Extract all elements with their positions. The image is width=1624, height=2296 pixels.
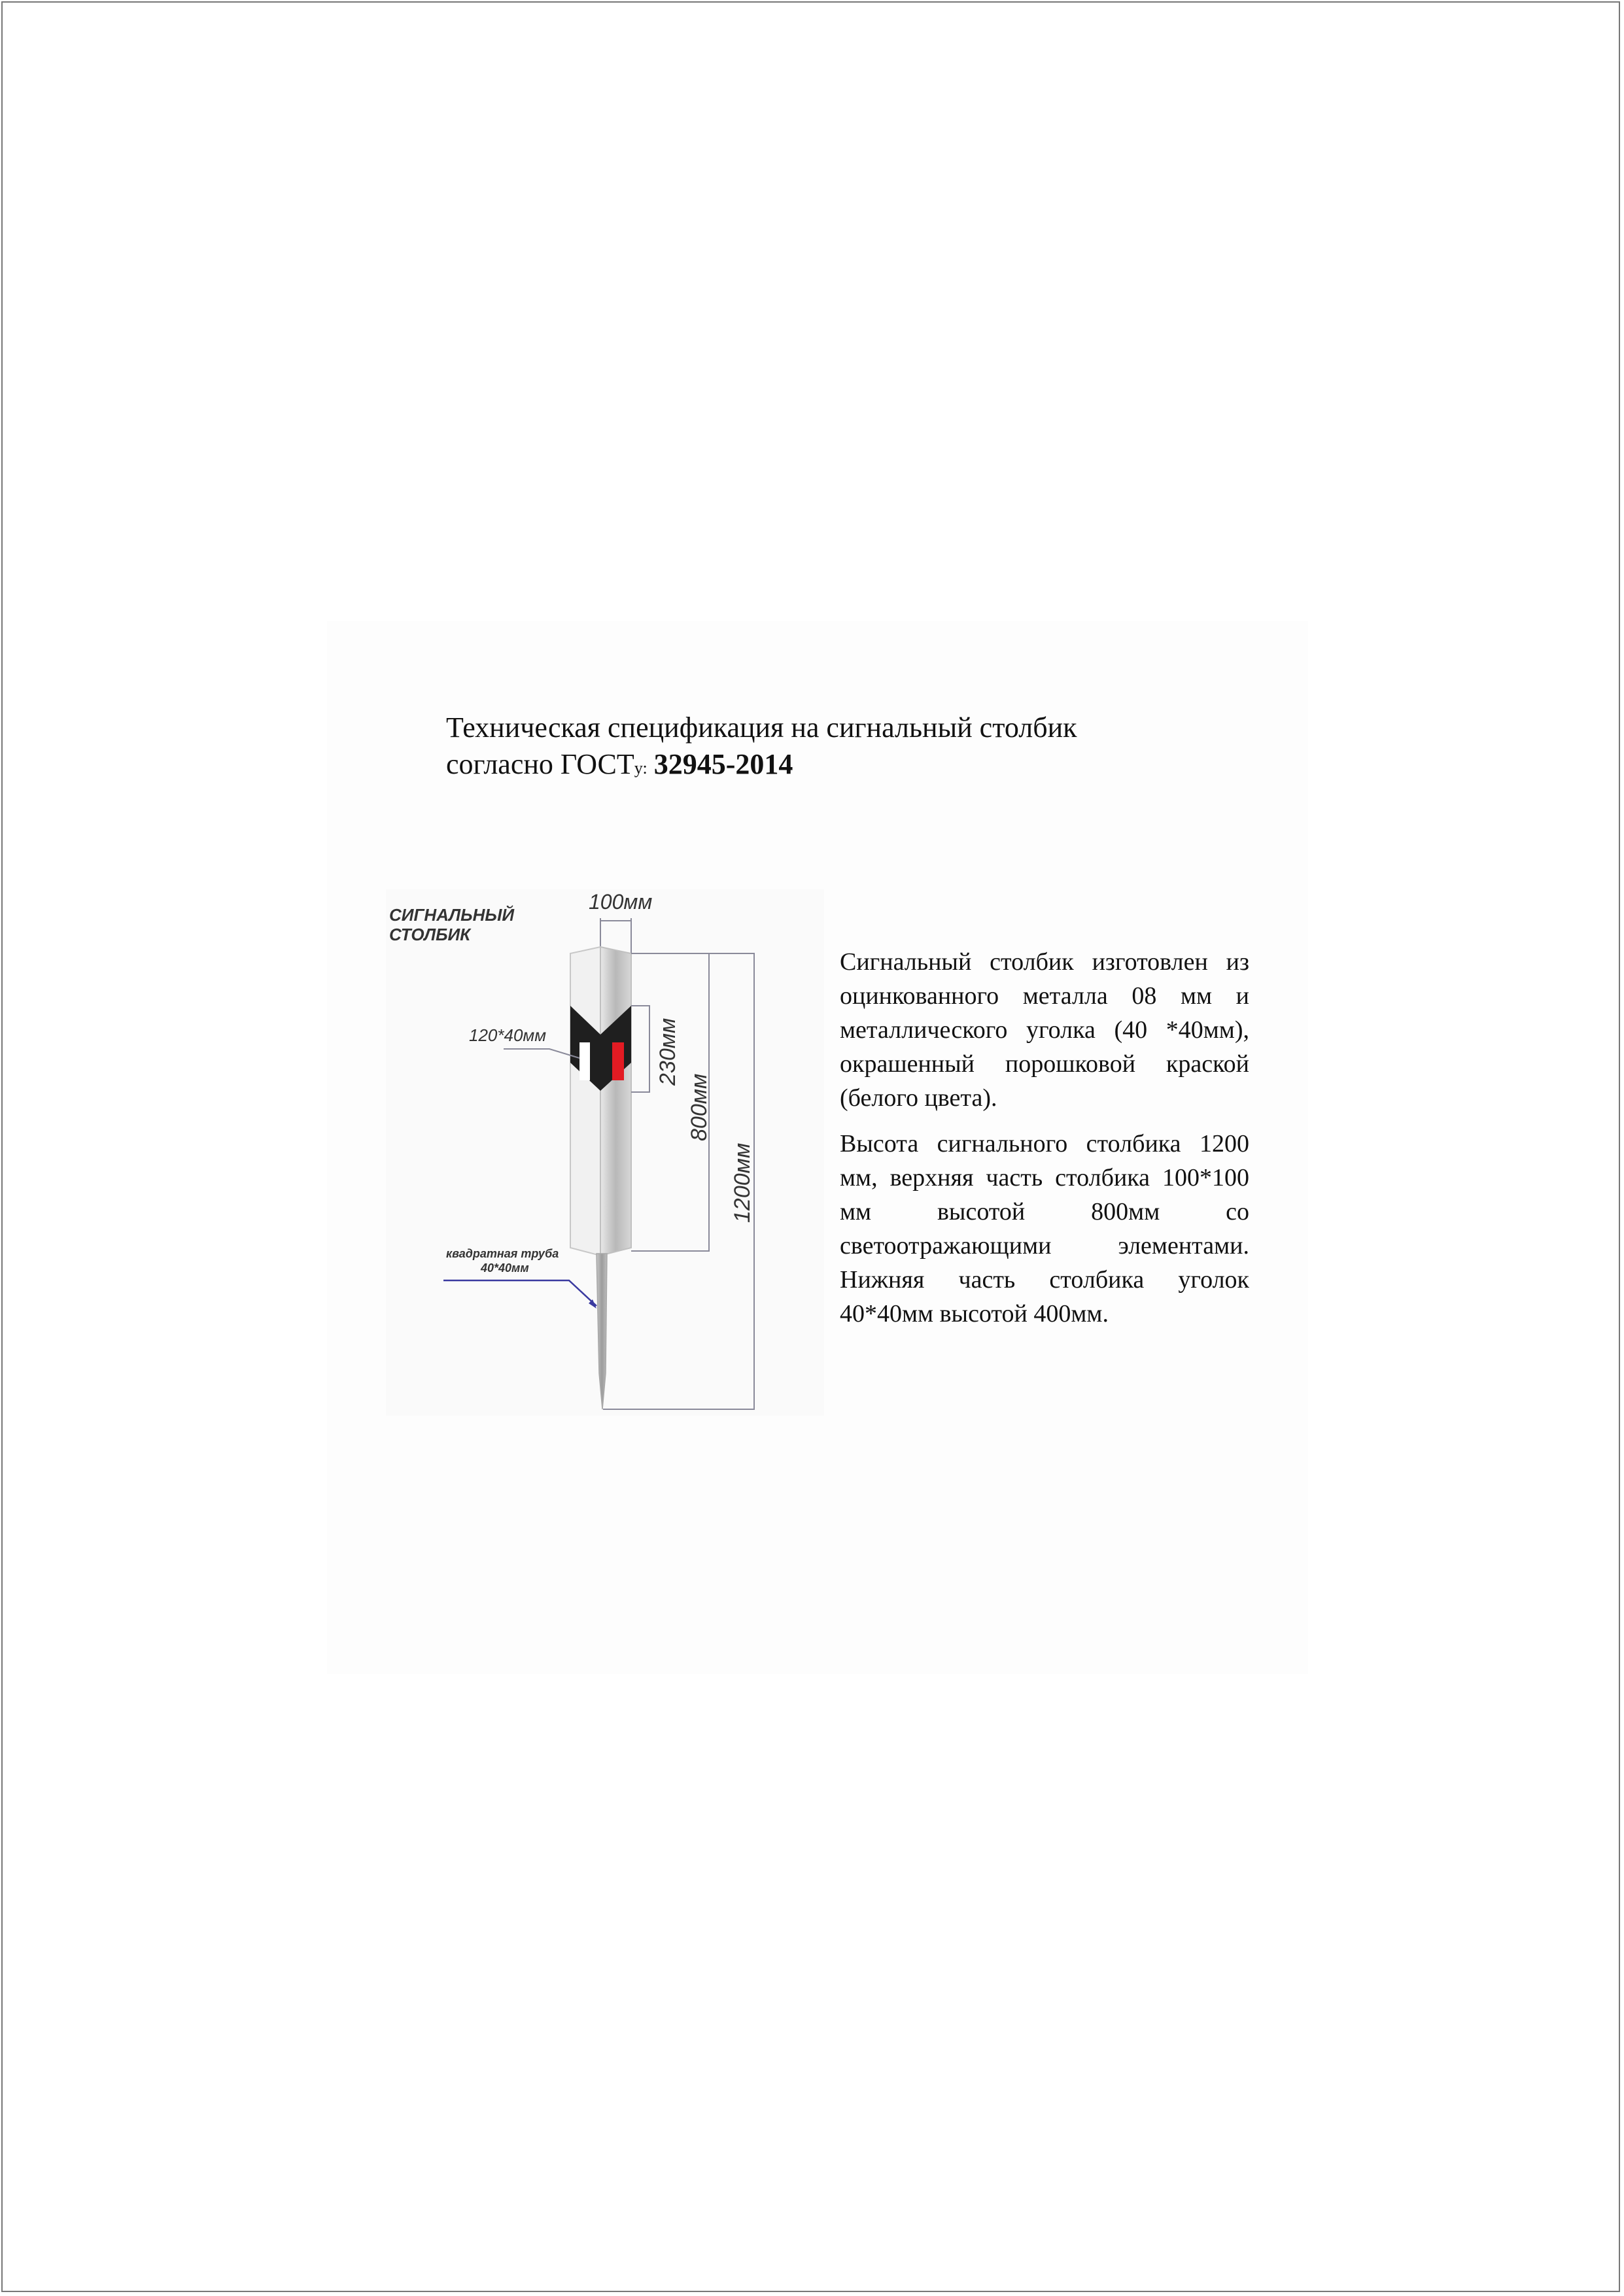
dim-total-label: 1200мм [730,1142,755,1223]
gost-number: 32945-2014 [653,748,793,780]
reflector-size-label: 120*40мм [469,1025,547,1045]
title-gost-subscript: у: [634,759,648,778]
post-left-face [570,947,600,1256]
dim-width-label: 100мм [589,890,653,914]
description [840,945,1249,1343]
description-paragraph-1: Сигнальный столбик изготовлен из оцинкованного металла 08 мм и металлического уголка (40 *40мм), окрашенный порошковой краской (белого цвета). [840,948,1249,1112]
reflector-white [579,1042,590,1080]
description-paragraph-2: Высота сигнального столбика 1200 мм, верхняя часть столбика 100*100 мм высотой 800мм со светоотражающими элементами. Нижняя часть столбика уголок 40*40мм высотой 400мм. [840,1130,1249,1328]
title-line-2-prefix: согласно ГОСТ [446,748,634,780]
signal-post-figure [386,889,824,1416]
figure-heading-2: СТОЛБИК [389,925,471,944]
post-right-face [600,947,631,1256]
figure-heading-1: СИГНАЛЬНЫЙ [389,905,515,925]
reflector-red [612,1042,624,1080]
title-line-1: Техническая спецификация на сигнальный столбик [446,711,1077,744]
page-title [446,710,1296,787]
dim-reflector-label: 230мм [655,1018,680,1086]
dim-upper-label: 800мм [687,1073,712,1141]
tube-label-2: 40*40мм [481,1261,529,1275]
tube-label-1: квадратная труба [446,1247,559,1260]
title-line-2 [446,746,1296,787]
